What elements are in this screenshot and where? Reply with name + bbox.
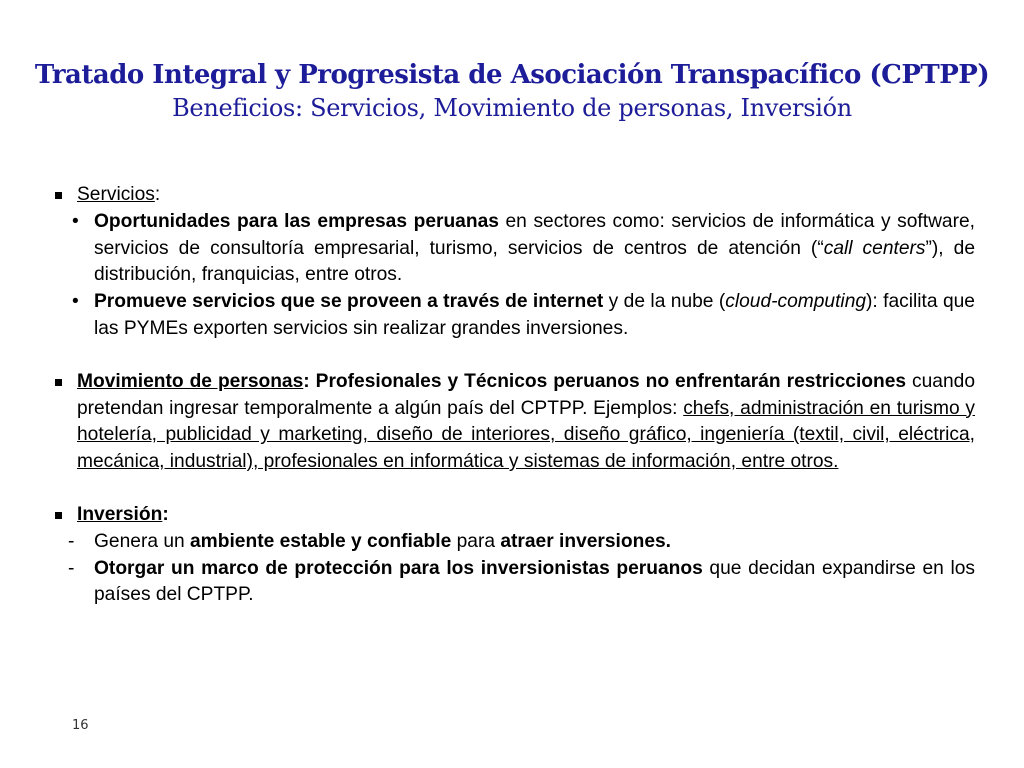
page-number: 16: [72, 718, 89, 733]
item-text: y de la nube (: [603, 291, 726, 313]
item-bold: Otorgar un marco de protección para los inversionistas peruanos: [94, 557, 703, 579]
section-movimiento: [55, 369, 975, 476]
slide-header: [0, 58, 1024, 124]
item-italic: cloud-computing: [725, 291, 867, 313]
slide-subtitle: Beneficios: Servicios, Movimiento de personas, Inversión: [172, 94, 852, 122]
list-item: [55, 209, 975, 289]
examples-text: chefs, administración en turismo y hotelería, publicidad y marketing, diseño de interiores, diseño gráfico, ingeniería (textil, civil, eléctrica, mecánica, industrial), profesionales en informática y sistemas de información, entre otros.: [77, 397, 975, 473]
slide-title: Tratado Integral y Progresista de Asociación Transpacífico (CPTPP): [34, 60, 990, 90]
item-text: en sectores como: servicios de informática y software, servicios de consultoría empresarial, turismo, servicios de centros de atención (“: [94, 210, 975, 259]
section-text: cuando pretendan ingresar temporalmente a algún país del CPTPP. Ejemplos:: [77, 370, 975, 419]
item-bold: ambiente estable y confiable: [190, 530, 452, 552]
item-italic: call centers: [823, 237, 926, 259]
list-item: [55, 289, 975, 343]
section-heading: Movimiento de personas: [77, 370, 304, 392]
square-bullet-icon: [55, 379, 62, 386]
item-bold: atraer inversiones.: [500, 530, 672, 552]
bullet-icon: •: [72, 210, 79, 232]
list-item: [55, 556, 975, 610]
list-item: [55, 529, 975, 556]
heading-colon: :: [154, 184, 161, 205]
bullet-icon: •: [72, 291, 79, 313]
heading-colon: :: [162, 503, 169, 525]
square-bullet-icon: [55, 512, 62, 519]
section-servicios: [55, 182, 975, 209]
item-text: ”), de distribución, franquicias, entre otros.: [94, 237, 975, 286]
item-text: que decidan expandirse en los países del CPTPP.: [94, 557, 975, 606]
item-text: Genera un: [94, 530, 191, 552]
square-bullet-icon: [55, 192, 62, 199]
item-text: para: [451, 530, 501, 552]
item-text: ): facilita que las PYMEs exporten servicios sin realizar grandes inversiones.: [94, 291, 975, 339]
item-bold: Oportunidades para las empresas peruanas: [94, 210, 499, 232]
section-heading: Servicios: [77, 184, 155, 205]
section-bold: : Profesionales y Técnicos peruanos no enfrentarán restricciones: [303, 370, 907, 392]
dash-bullet-icon: -: [68, 530, 75, 552]
section-heading: Inversión: [77, 503, 163, 525]
item-bold: Promueve servicios que se proveen a través de internet: [94, 291, 604, 313]
dash-bullet-icon: -: [68, 557, 75, 579]
section-inversion: [55, 502, 975, 529]
slide-body: [55, 182, 975, 609]
